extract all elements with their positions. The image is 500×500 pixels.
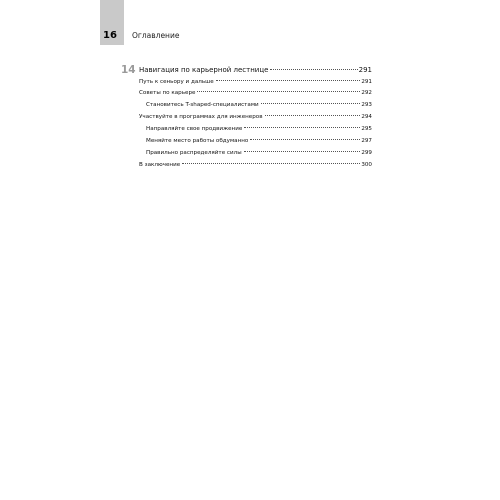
toc-entry[interactable] — [139, 90, 372, 96]
toc-entry-title: Участвуйте в программах для инженеров — [139, 114, 263, 120]
toc-entry-sub[interactable] — [146, 138, 372, 144]
toc-entry-sub[interactable] — [146, 150, 372, 156]
toc-entry-page: 299 — [361, 150, 372, 156]
page-number: 16 — [103, 30, 117, 41]
toc-entry-page: 293 — [361, 102, 372, 108]
toc-entry-page: 292 — [361, 90, 372, 96]
toc-entry-title: Советы по карьере — [139, 90, 196, 96]
toc-entry-title: Правильно распределяйте силы — [146, 150, 242, 156]
running-head: Оглавление — [132, 31, 180, 40]
dot-leader — [182, 163, 360, 164]
dot-leader — [265, 115, 361, 116]
dot-leader — [244, 127, 360, 128]
toc-entry-page: 291 — [361, 79, 372, 85]
toc-entry-title: Навигация по карьерной лестнице — [139, 66, 269, 74]
dot-leader — [261, 103, 361, 104]
toc-entry-sub[interactable] — [146, 102, 372, 108]
chapter-number: 14 — [121, 64, 136, 76]
toc-entry-page: 295 — [361, 126, 372, 132]
toc-entry-page: 300 — [361, 162, 372, 168]
toc-entry-page: 291 — [358, 66, 372, 74]
toc-entry-title: В заключение — [139, 162, 181, 168]
toc-entry-title: Путь к сеньору и дальше — [139, 79, 214, 85]
toc-entry-title: Меняйте место работы обдуманно — [146, 138, 249, 144]
dot-leader — [244, 151, 361, 152]
dot-leader — [216, 80, 361, 81]
toc-entry-sub[interactable] — [146, 126, 372, 132]
toc-entry-title: Становитесь T-shaped-специалистами — [146, 102, 259, 108]
toc-entry-page: 294 — [361, 114, 372, 120]
dot-leader — [197, 91, 360, 92]
toc-entry-page: 297 — [361, 138, 372, 144]
toc-entry-chapter[interactable] — [139, 66, 372, 74]
toc-entry[interactable] — [139, 79, 372, 85]
toc-entry[interactable] — [139, 114, 372, 120]
toc-entry-title: Направляйте свое продвижение — [146, 126, 243, 132]
toc-entry[interactable] — [139, 162, 372, 168]
dot-leader — [270, 69, 357, 70]
dot-leader — [250, 139, 360, 140]
